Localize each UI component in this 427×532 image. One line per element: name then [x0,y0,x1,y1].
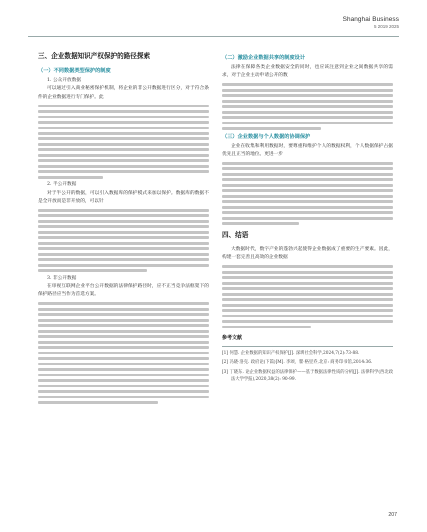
paragraph-semi-public-data-cont [38,209,209,272]
issue-info: 5 2019 2025 [373,24,399,29]
paragraph-semi-public-data: 对于半公开的数据，可以引入数据库的保护模式来加以保护。数据库的数据不是全开放而是非开放的，可以针 [38,190,209,204]
paragraph-data-sharing-cont [222,83,393,130]
right-column [222,52,393,386]
paragraph-non-public-data: 在审视互联网企业平台公开数据的法律保护路径时，应不正当竞争法框架下的保护路径应当作为首选方案。 [38,284,209,298]
paragraph-public-data: 可以通过引入商业秘密保护机制，将企业的非公开数据进行区分，对于符合条件的企业数据进行专门保护。此 [38,86,209,100]
page-number: 207 [388,512,397,518]
left-column [38,52,209,407]
section-title-3: 三、企业数据知识产权保护的路径探索 [38,52,151,60]
journal-name: Shanghai Business [342,16,399,23]
journal-header [343,16,399,29]
reference-item: [3] 丁晓东. 论企业数据权益的法律保护——基于数据法律性质的分析[J]. 法律科学(西北政法大学学报),2020,38(2): 90-99. [222,369,393,382]
paragraph-public-data-cont [38,105,209,179]
subsection-title-data-sharing: （二）激励企业数据共享的制度设计 [222,55,306,61]
paragraph-non-public-data-cont [38,302,209,404]
reference-item: [2] 冯晓·洛克. 政府论(下篇)[M]. 李颂、瞿·格里乔,北京: 商务印书馆,2014:36. [222,360,373,366]
paragraph-personal-data-cont [222,162,393,225]
references-title: 参考文献 [222,335,243,342]
subsection-title-data-types: （一）不同数据类型保护的制度 [38,68,111,74]
subsection-title-personal-data: （三）企业数据与个人数据的协调保护 [222,133,311,140]
paragraph-data-sharing: 法律在保障各类企业数据安全的同时，也应该注意到企业之间数据共享的需求，对于企业主动申请公开的数 [222,65,393,79]
paragraph-conclusion: 大数据时代，数字产业的蓬勃兴起使得企业数据成了重要的生产要素。因此，构建一套完善且高效的企业数据 [222,247,393,261]
section-title-4: 四、结语 [222,231,249,240]
label-public-data: 1. 公众开放数据 [47,78,82,83]
references-rule [222,346,393,347]
label-non-public-data: 3. 非公开数据 [47,275,77,281]
paragraph-conclusion-cont [222,265,393,328]
label-semi-public-data: 2. 半公开数据 [47,182,77,188]
reference-item: [1] 何慧. 企业数据的知识产权保护[J]. 深圳社会科学,2024,7(2):73-88. [222,350,360,356]
header-rule [28,36,399,37]
paragraph-personal-data: 企业在收集和利用数据时，要尊重和维护个人的数据权利，个人数据保护占据优先且正当的地位。更进一步 [222,143,393,157]
